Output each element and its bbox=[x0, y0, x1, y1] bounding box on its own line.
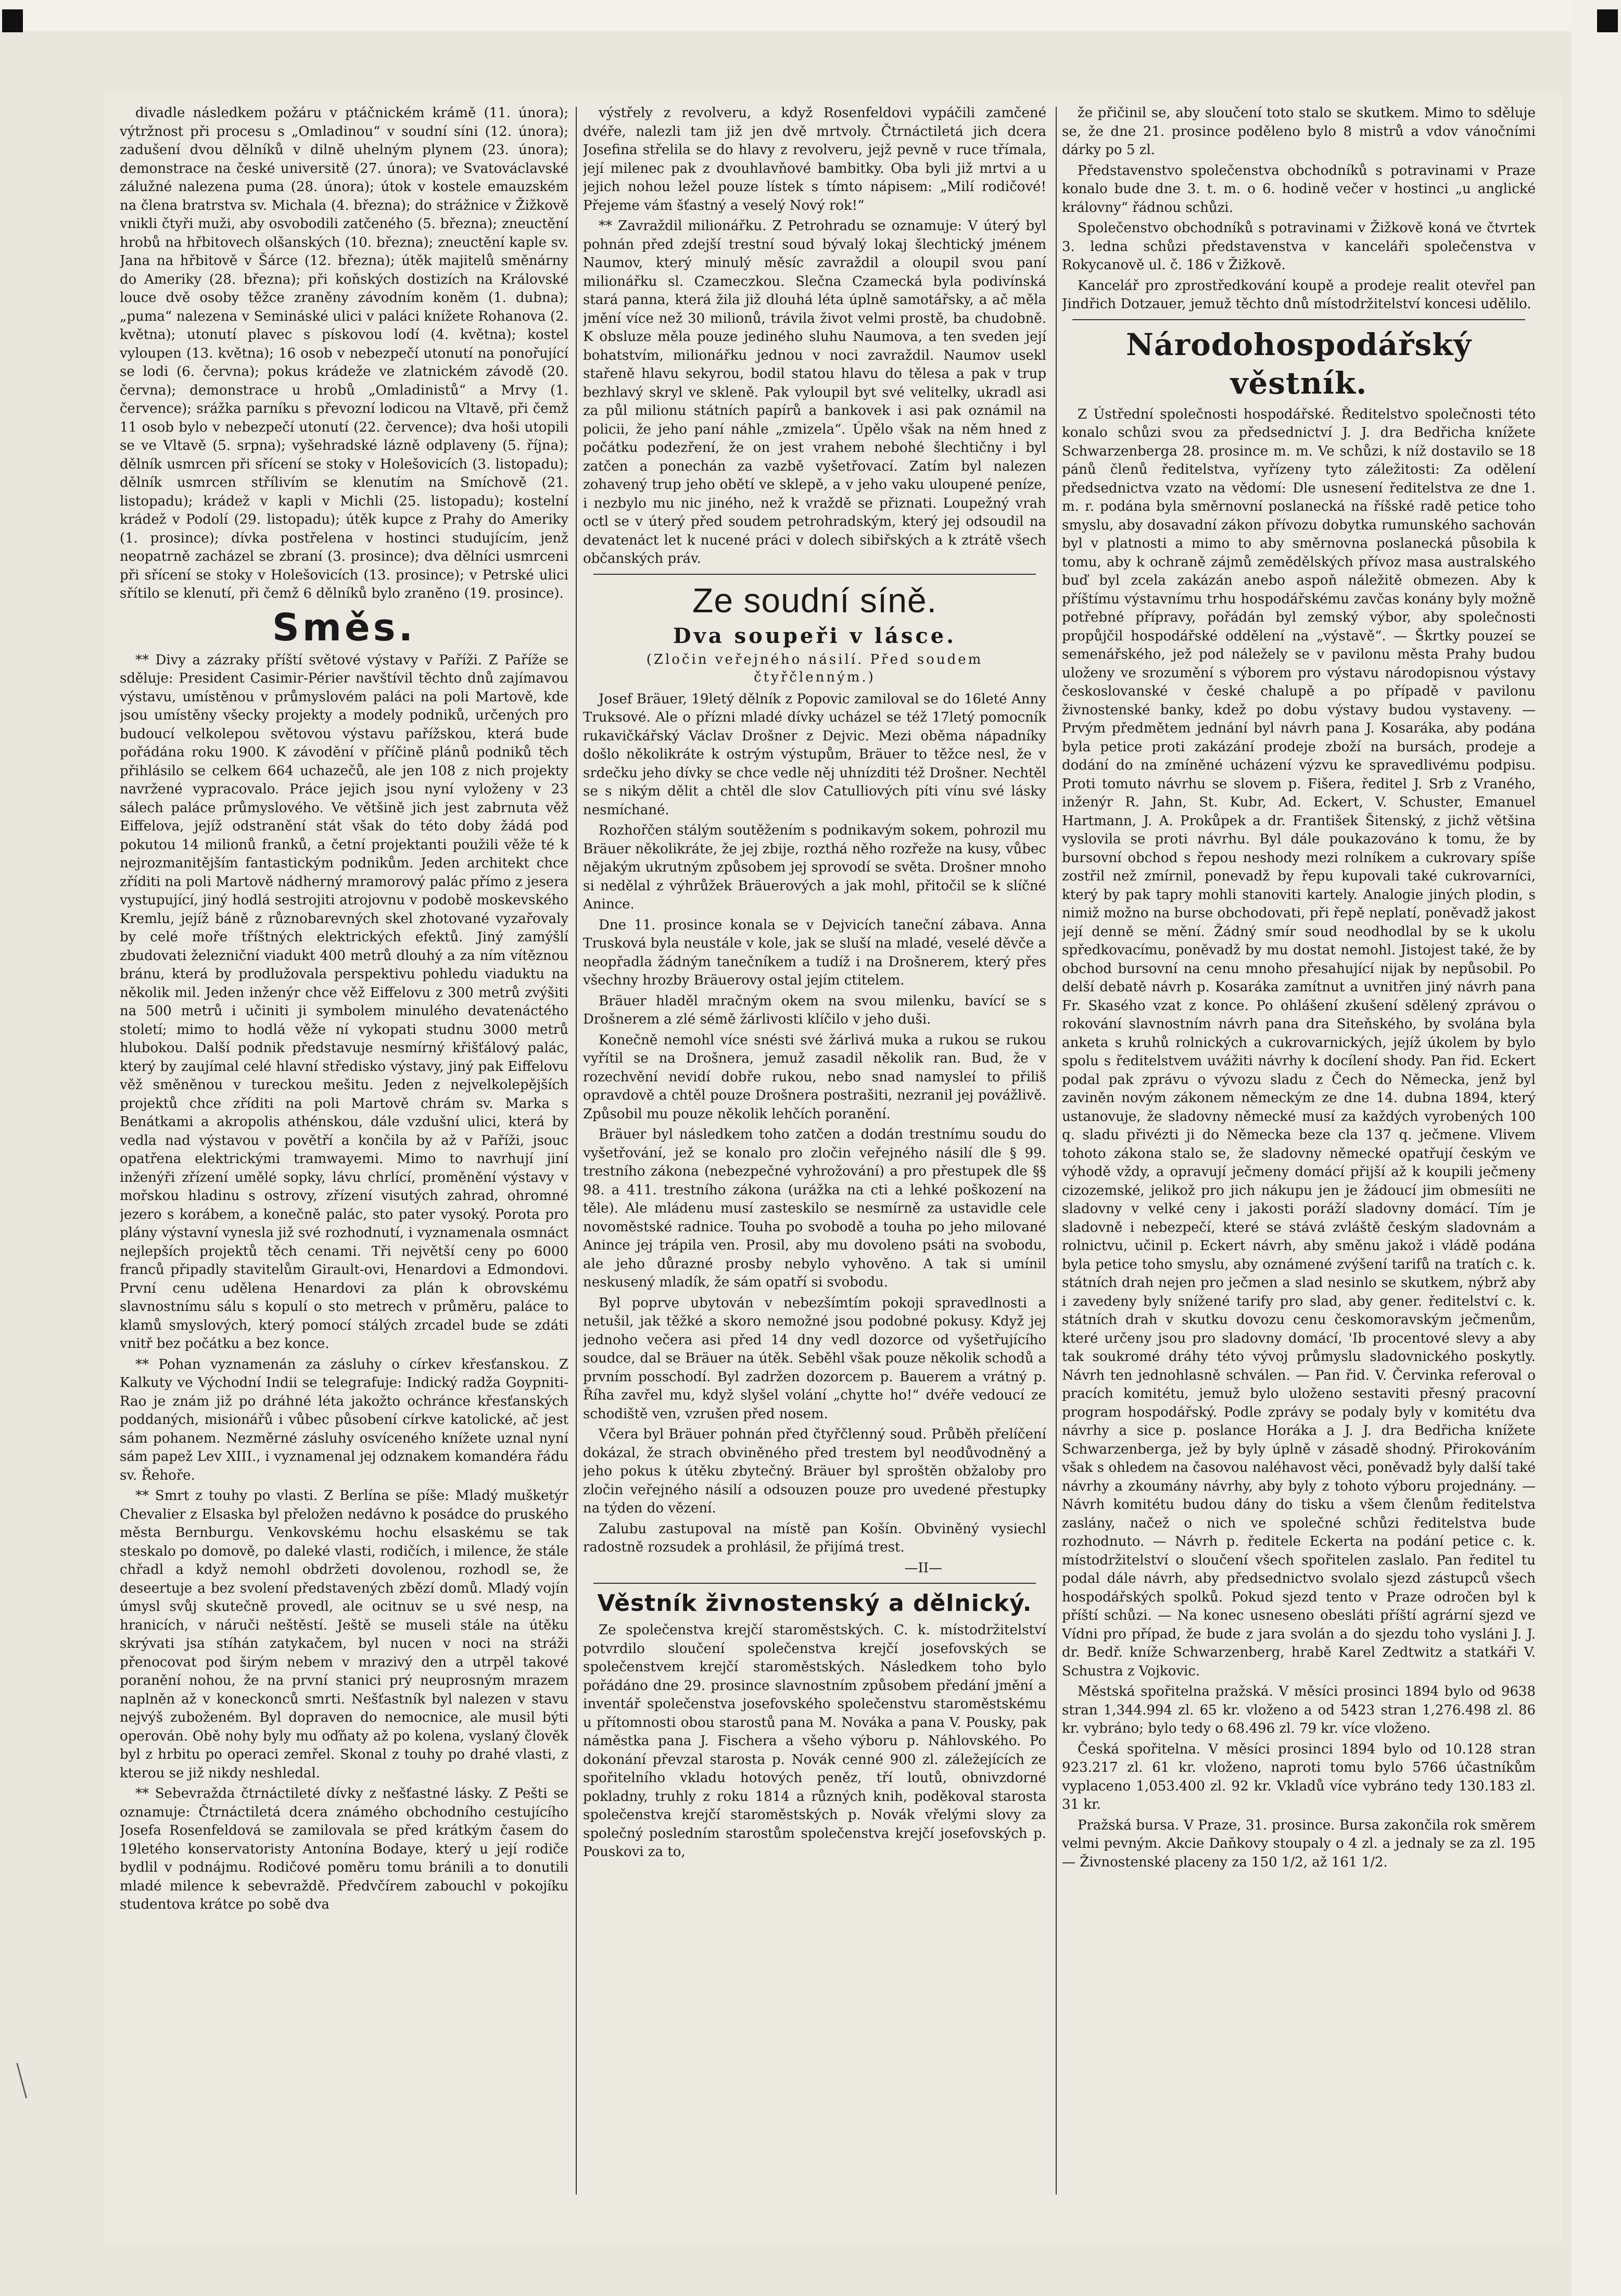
economy-paragraph: Česká spořitelna. V měsíci prosinci 1894 bylo od 10.128 stran 923.217 zl. 61 kr. vloženo, naproti tomu bylo 5766 účastníkům vyplaceno 1,053.400 zl. 92 kr. Vkladů více vybráno tedy 130.183 zl. 31 kr. bbox=[1062, 1741, 1536, 1812]
column-rule-1 bbox=[576, 107, 577, 2194]
section-title-trade: Věstník živnostenský a dělnický. bbox=[597, 1590, 1032, 1617]
trade-paragraph: Kancelář pro zprostředkování koupě a prodeje realit otevřel pan Jindřich Dotzauer, jemuž těchto dnů místodržitelství koncesi udělilo. bbox=[1062, 277, 1536, 312]
section-title-smes: Směs. bbox=[272, 605, 416, 649]
court-paragraph: Rozhořčen stálým soutěžením s podnikavým sokem, pohrozil mu Bräuer několikráte, že jej zbije, rozthá něho rozřeže na kusy, vůbec nějakým ukrutným způsobem jej sprovodí se světa. Drošner mnoho si nedělal z výhrůžek Bräuerových a jak mohl, přitočil se k slíčné Anince. bbox=[583, 823, 1046, 912]
section-title-economy: Národohospodářský věstník. bbox=[1125, 326, 1472, 401]
court-paragraph: Včera byl Bräuer pohnán před čtyřčlenný soud. Průběh přelíčení dokázal, že strach obviněného před trestem byl neodůvodněný a jeho pokus k útěku zbytečný. Bräuer byl sproštěn obžaloby pro zločin veřejného násilí a odsouzen pouze pro uvedené přestupky na týden do vězení. bbox=[583, 1427, 1046, 1516]
divider bbox=[1072, 319, 1525, 320]
court-paragraph: Dne 11. prosince konala se v Dejvicích taneční zábava. Anna Trusková byla neustále v kole, jak se sluší na mladé, veselé děvče a neopřadla žádným tanečníkem a tudíž i na Drošnerem, který přes všechny hrozby Bräuerovy ostal jejím ctitelem. bbox=[583, 917, 1046, 988]
court-paragraph: Zalubu zastupoval na místě pan Košín. Obviněný vysiechl radostně rozsudek a prohlásil, že přijímá trest. bbox=[583, 1521, 1046, 1555]
court-paragraph: Byl poprve ubytován v nebezšímtím pokoji spravedlnosti a netušil, jak těžké a skoro nemožné jsou podobné pokusy. Když jej jednoho večera asi před 14 dny vedl dozorce od vyšetřujícího soudce, dal se Bräuer na útěk. Seběhl však pouze několik schodů a prvním posschodí. Byl zadržen dozorcem p. Bauerem a vrátný p. Říha zavřel mu, když slyšel volání „chytte ho!“ dvéře vedoucí ze schodiště ven, vzrušen před nosem. bbox=[583, 1295, 1046, 1422]
court-article-title: Dva soupeři v lásce. bbox=[673, 623, 957, 648]
economy-paragraph: Pražská bursa. V Praze, 31. prosince. Bursa zakončila rok směrem velmi pevným. Akcie Daňkovy stoupaly o 4 zl. a jednaly se za zl. 195 — Živnostenské placeny za 150 1/2, až 161 1/2. bbox=[1062, 1817, 1536, 1870]
column-rule-2 bbox=[1056, 107, 1057, 2194]
article-pagan-honored: ** Pohan vyznamenán za zásluhy o církev křesťanskou. Z Kalkuty ve Východní Indii se telegrafuje: Indický radža Goypniti-Rao je znám již po dráhné léta jakožto ochránce křesťanských poddaných, misionářů i vůbec působení církve katolické, ač jest sám pohanem. Nezměrné zásluhy osvíceného knížete uznal nyní sám papež Lev XIII., i vyznamenal jej odznakem komandéra řádu sv. Řehoře. bbox=[120, 1356, 568, 1483]
divider bbox=[593, 574, 1036, 575]
article-homesick-death: ** Smrt z touhy po vlasti. Z Berlína se píše: Mladý mušketýr Chevalier z Elsaska byl přeložen nedávno k posádce do pruského města Bernburgu. Venkovskému hochu elsaskému se tak steskalo po domově, po daleké vlasti, rodičích, i milence, že stále chřadl a když nemohl obdržeti dovolenou, rozhodl se, že deseertuje a bez svolení představených zbězí domů. Mladý vojín úmysl svůj skutečně provedl, ale ocitnuv se u své nesp, na hranicích, v náruči neštěstí. Ještě se museli stále na útěku skrývati jsa stíhán zatykačem, byl nucen v noci na stráži přenocovat pod širým nebem v mrazivý den a utrpěl takové poranění nohou, že na první stanici prý neuprosným mrazem naplněn až v koneckonců smrti. Nešťastník byl nalezen v stavu nejvýš zuboženém. Byl dopraven do nemocnice, ale musil býti operován. Obě nohy byly mu oďňaty až po kolena, vyslaný člověk byl z hrbitu po operaci zemřel. Skonal z touhy po drahé vlasti, z kterou se již nikdy neshledal. bbox=[120, 1488, 568, 1781]
article-continued: výstřely z revolveru, a když Rosenfeldovi vypáčili zamčené dvéře, nalezli tam již jen dvě mrtvoly. Čtrnáctiletá jich dcera Josefina střelila se do hlavy z revolveru, jejž pevně v ruce třímala, její milenec pak z dvouhlavňové bambitky. Oba byli již mrtvi a u jejich nohou ležel pouze lístek s tímto nápisem: „Milí rodičové! Přejeme vám šťastný a veselý Nový rok!“ bbox=[583, 105, 1046, 213]
court-paragraph: Konečně nemohl více snésti své žárlivá muka a rukou se rukou vyřítil se na Drošnera, jemuž zasadil několik ran. Bud, že v rozechvění nevidí dobře rukou, nebo snad namysleí to přiliš opravdově a chtěl pouze Drošnera postrašiti, nezranil jej povážlivě. Způsobil mu pouze několik lehčích poranění. bbox=[583, 1032, 1046, 1122]
trade-paragraph: že přičinil se, aby sloučení toto stalo se skutkem. Mimo to sděluje se, že dne 21. prosince poděleno bylo 8 mistrů a vdov vánočními dárky po 5 zl. bbox=[1062, 105, 1536, 158]
court-article-note: (Zločin veřejného násilí. Před soudem čtyřčlenným.) bbox=[646, 651, 983, 685]
page-right-margin bbox=[1572, 0, 1621, 2296]
chronicle-paragraph: divadle následkem požáru v ptáčnickém krámě (11. února); výtržnost při procesu s „Omladinou“ v soudní síni (12. února); zadušení dvou dělníků v dilně uhelným plynem (23. února); demonstrace na české universitě (27. února); ve Svatováclavské zálužné nalezena puma (28. února); útok v kostele emauzském na člena bratrstva sv. Michala (4. března); do strážnice v Žižkově vnikli čtyři muži, aby osvobodili zatčeného (5. března); zneuctění hrobů na hřbitovech olšanských (10. března); zneuctění kaple sv. Jana na hřbitově v Šárce (12. března); útěk majitelů směnárny do Ameriky (28. března); při koňských dostizích na Královské louce dvě osoby těžce zraněny závodním koněm (1. dubna); „puma“ nalezena v Semináské ulici v paláci knížete Rohanova (2. května); utonutí plavec s pískovou lodí (4. května); kostel vyloupen (13. května); 16 osob v nebezpečí utonutí na ponořující se lodi (6. června); pokus krádeže ve zlatnickém závodě (20. června); demonstrace u hrobů „Omladinistů“ a Mrvy (1. července); srážka parníku s převozní lodicou na Vltavě, při čemž 11 osob bylo v nebezpečí utonutí (22. července); dva hoši utopili se ve Vltavě (5. srpna); vyšehradské lázně odplaveny (5. října); dělník usmrcen při sřícení se stoky v Holešovicích (3. listopadu); dělník usmrcen střílivím se klenutím na Smíchově (21. listopadu); krádež v kapli v Michli (25. listopadu); kostelní krádež v Podolí (29. listopadu); útěk kupce z Prahy do Ameriky (1. prosince); dívka postřelena v hostinci studujícím, jenž neopatrně zacházel se zbraní (3. prosince); dva dělníci usmrceni při sřícení se stoky v Holešovicích (13. prosince); v Petrské ulici sřítilo se klenutí, při čemž 6 dělníků bylo zraněno (19. prosince). bbox=[120, 105, 568, 601]
column-3 bbox=[1062, 104, 1536, 2197]
column-2 bbox=[583, 104, 1046, 2197]
page-top-margin bbox=[0, 0, 1621, 31]
court-signature: —II— bbox=[904, 1560, 942, 1576]
trade-paragraph: Představenstvo společenstva obchodníků s potravinami v Praze konalo bude dne 3. t. m. o 6. hodině večer v hostinci „u anglické královny“ řádnou schůzi. bbox=[1062, 162, 1536, 216]
article-suicide-love: ** Sebevražda čtrnáctileté dívky z nešťastné lásky. Z Pešti se oznamuje: Čtrnáctiletá dcera známého obchodního cestujícího Josefa Rosenfeldová se zamilovala se před krátkým časem do 19letého konservatoristy Antonína Bodaye, který u její rodiče bydlil v podnájmu. Rodičové poměru tomu bránili a to donutili mladé milence k sebevraždě. Předvčírem zabouchl v pokojíku studentova krátce po sobě dva bbox=[120, 1786, 568, 1912]
court-paragraph: Bräuer byl následkem toho zatčen a dodán trestnímu soudu do vyšetřování, jež se konalo pro zločin veřejného násilí dle § 99. trestního zákona (nebezpečné vyhrožování) a pro přestupek dle §§ 98. a 411. trestního zákona (urážka na cti a lehké poškození na těle). Ale mládenu musí zasteskilo se nesmírně za ustavidle cele novoměstské radnice. Touha po svobodě a touha po jeho milované Anince jej trápila ven. Prosil, aby mu dovoleno psáti na svobodu, ale jeho důrazné prosby nebylo vyhověno. A tak si umínil neskusený mladík, že sám opatří si svobodu. bbox=[583, 1127, 1046, 1290]
section-title-court: Ze soudní síně. bbox=[692, 581, 937, 620]
corner-registration-mark-right bbox=[1597, 9, 1618, 32]
economy-paragraph: Z Ústřední společnosti hospodářské. Ředitelstvo společnosti této konalo schůzi svou za předsednictví J. J. dra Bedřicha knížete Schwarzenberga 28. prosince m. m. Ve schůzi, k níž dostavilo se 18 pánů členů ředitelstva, vyřízeny tyto záležitosti: Za odělení předsednictva vzato na vědomí: Dle usnesení ředitelstva ze dne 1. m. r. podána byla směrnovní poslanecká na říšské radě petice toho smyslu, aby dosavadní zákon přívozu dobytka rumunského sachován byl v platnosti a mimo to aby směrnovna poslanecká působila k tomu, aby k ochraně zájmů zemědělských přívoz masa australského buď byl zcela zakázán anebo aspoň náležitě obmezen. Aby k příštímu výstavnímu trhu hospodářskému zavčas konány byly možně potřebné přípravy, pořádán byl zemský výbor, aby společnosti propůjčil hospodářské oddělení na „výstavě“. — Škrtky pouzeí se semenářského, jež pod náležely se v pavilonu města Prahy budou uloženy ve srozumění s výborem pro výstavu národopisnou výstavy českoslovanské v české chalupě a po případě v pavilonu živnostenské banky, kdež po dobu výstavy budou vystaveny. — Prvým předmětem jednání byl návrh pana J. Kosaráka, aby podána byla petice proti zakázání prodeje zboží na bursách, prodeje a dodání do na zmíněné ucházení výzvu ke spravedlivému podpisu. Proti tomuto návrhu se slovem p. Fišera, ředitel J. Srb z Vraného, inženýr R. Jahn, St. Kubr, Ad. Eckert, V. Schuster, Emanuel Hartmann, J. A. Prokůpek a dr. František Šitenský, z jichž většina vyslovila se proti návrhu. Byl dále poukazováno k tomu, že by bursovní obchod s řepou neshody mezi rolníkem a cukrovary spíše zostřil než zmírnil, ponevadž by řepu kupovali také cukrovarníci, který by pak tapry mohli stanoviti kartely. Analogie jiných plodin, s nimiž možno na burse obchodovati, při řepě neplatí, poněvadž jakost její denně se mění. Žádný smír soud neodhodlal by se k ukolu spředkovacímu, poněvadž by mu dostat nemohl. Jistojest také, že by obchod bursovní na cenu mnoho přesahující nijak by nepůsobil. Po delší debatě návrh p. Kosaráka zamítnut a uvnitřen jiný návrh pana Fr. Skasého vzat z konce. Po ohlášení zkušení sdělený zprávou o rokování slavnostním návrh pana dra Siteňského, by svolána byla anketa s kruhů rolnických a cukrovarnických, jejíž úkolem by bylo spolu s ředitelstvem uvážiti návrhy k docílení shody. Pan řid. Eckert podal pak zprávu o vývozu sladu z Čech do Německa, jenž byl zaviněn novým zákonem německým ze dne 14. dubna 1894, který ustanovuje, že sladovny německé musí za každých vyrobených 100 q. sladu přivézti ji do Německa beze cla 137 q. ječmene. Vlivem tohoto zákona stalo se, že sladovny německé opatřují českým ve výhodě vždy, a opravují ječmeny domácí přijší až k koupili ječmeny cizozemské, jelikož pro jich nákupu jen je žádoucí jim obmesíiti ne sladovny v velké ceny i jakosti poráží sladovny domácí. Tím je sladovně i nebezpečí, které se stává zvláště českým sladovnám a rolnictvu, učinil p. Eckert návrh, aby směnu jakož i vládě podána byla petice toho smyslu, aby oznámené zvýšení tarifů na tratích c. k. státních drah nejen pro ječmen a slad nesinlo se skutkem, nýbrž aby i zavedeny byly snížené tarify pro slad, aby gener. ředitelství c. k. státních drah v skutku dovozu cenu českomoravským ječmenům, které určeny jsou pro sladovny domácí, 'Ib procentové slevy a aby tak soukromé dráhy této vývoj průmyslu sladovnického poskytly. Návrh ten jednohlasně schválen. — Pan řid. V. Červinka referoval o pracích komitétu, jemuž bylo uloženo sestaviti přesný pracovní program hospodářský. Podle zprávy se podaly byly v komitétu dva návrhy a sice p. poslance Horáka a J. J. dra Bedřicha knížete Schwarzenberga, jež by byly úplně v zásadě shodný. Přirokováním však s ohledem na časovou naléhavost věci, poněvadž byly další také návrhy a zkoumány návrhy, aby byly z tohoto výboru projednány. — Návrh komitétu budou dány do tisku a všem členům ředitelstva zaslány, načež o nich ve společné schůzi ředitelstva bude rozhodnuto. — Návrh p. ředitele Eckerta na podání petice c. k. místodržitelství o sloučení všech spořitelen zaslalo. Pan ředitel tu podal dále návrh, aby předsednictvo svolalo sjezd zástupců všech hospodářských spolků. Pokud sjezd tento v Praze odročen byl k příští schůzi. — Na konec usneseno obesláti příští agrární sjezd ve Vídni pro případ, že bude z jara svolán a do sjezdu toho vysláni J. J. dr. Bedř. kníže Schwarzenberg, hrabě Karel Zedtwitz a statkáři V. Schustra z Vojkovic. bbox=[1062, 406, 1536, 1679]
article-paris-exhibition: ** Divy a zázraky příští světové výstavy v Paříži. Z Paříže se sděluje: President Casimir-Périer navštívil těchto dnů zajímavou výstavu, umístěnou v průmyslovém paláci na poli Martově, kde jsou umístěny všecky projekty a modely podniků, určených pro budoucí velkolepou světovou výstavu pařížskou, která bude pořádána roku 1900. K závodění v příčině plánů podniků těch přihlásilo se celkem 664 uchazečů, ale jen 108 z nich projekty navržené vypracovalo. Práce jejich jsou nyní vyloženy v 23 sálech paláce průmyslového. Ve většině jich jest zabrnuta věž Eiffelova, jejíž odstranění stát však do této doby žádá pod pokutou 14 milionů franků, a četní projektanti použili věže té k nejrozmanitějším fantastickým podnikům. Jeden architekt chce zříditi na poli Martově nádherný mramorový palác přímo z jesera vystupující, jiný hodlá sestrojiti atrojovnu v podobě moskevského Kremlu, jejíž báně z různobarevných skel zhotované vyzařovaly by celé moře tříštných elektrických efektů. Jiný zamýšlí zbudovati železniční viadukt 400 metrů dlouhý a za ním vítěznou bránu, která by prodlužovala perspektivu pohledu viaduktu na několik mil. Jeden inženýr chce věž Eiffelovu z 300 metrů zvýšiti na 500 metrů i učiniti ji symbolem minulého devatenáctého století; mimo to hodlá věže ní vykopati studnu 3000 metrů hlubokou. Další podnik představuje nesmírný křišťálový palác, který by zaujímal celé hlavní středisko výstavy, jiný pak Eiffelovu věž směněnou v tureckou mešitu. Jeden z nejvelkolepějších projektů chce zříditi na poli Martově chrám sv. Marka s Benátkami a akropolis athénskou, dále vzdušní ulici, která by vedla nad výstavou v povětří a končila by až v Paříži, jsouc opatřena elektrickými tramwayemi. Mimo to navrhují jiní inženýři zřízení umělé sopky, lávu chrlící, proměnění výstavy v mořskou hladinu s ostrovy, zřízení visutých zahrad, ohromné jezero s korábem, a konečně palác, sto pater vysoký. Porota pro plány výstavní vynesla již své rozhodnutí, i vyznamenala osmnáct nejlepších projektů těch cenami. Tři největší ceny po 6000 franců připadly stavitelům Girault-ovi, Henardovi a Edmondovi. První cenu udělena Henardovi za plán k obrovskému slavnostnímu sálu s kopulí o sto metrech v průměru, paláce to klamů smyslových, který pomocí stálých zrcadel bude se zdáti vnitř bez počátku a bez konce. bbox=[120, 652, 568, 1352]
article-murder-millionaire: ** Zavraždil milionářku. Z Petrohradu se oznamuje: V úterý byl pohnán před zdejší trestní soud bývalý lokaj šlechtický jménem Naumov, který minulý měsíc zavraždil a oloupil svou paní milionářku sl. Czameczkou. Slečna Czamecká byla podivínská stará panna, která žila již dlouhá léta úplně samotářsky, a ač měla jmění více než 30 milionů, trávila život velmi prostě, ba chudobně. K obsluze měla pouze jediného sluhu Naumova, a ten sveden její bohatstvím, milionářku jednou v noci zavraždil. Naumov usekl stařeně hlavu sekyrou, bodil statou hlavu do tělesa a pak v trup bezhlavý skryl ve skleně. Pak vyloupil byt své velitelky, ukradl asi za půl milionu státních papírů a bankovek i asi pak oznámil na policii, že jeho paní náhle „zmizela“. Úpělo však na něm hned z počátku podezření, že on jest vrahem nebohé šlechtičny i byl zatčen a ponechán za vazbě vyšetřovací. Zatím byl nalezen zohavený trup jeho obětí ve sklepě, a v jeho vaku uloupené peníze, i nezbylo mu nic jiného, než k vraždě se přiznati. Loupežný vrah octl se v úterý před soudem petrohradským, který jej odsoudil na devatenáct let k nucené práci v dolech sibiřských a k ztrátě všech občanských práv. bbox=[583, 218, 1046, 566]
trade-paragraph: Společenstvo obchodníků s potravinami v Žižkově koná ve čtvrtek 3. ledna schůzi představenstva v kanceláři společenstva v Rokycanově ul. č. 186 v Žižkově. bbox=[1062, 220, 1536, 273]
column-1 bbox=[120, 104, 568, 2197]
pencil-mark bbox=[16, 2062, 32, 2099]
divider bbox=[593, 1583, 1036, 1584]
corner-registration-mark-left bbox=[2, 9, 23, 32]
trade-paragraph: Ze společenstva krejčí staroměstských. C. k. místodržitelství potvrdilo sloučení společenstva krejčí josefovských se společenstvem krejčí staroměstských. Následkem toho bylo pořádáno dne 29. prosince slavnostním způsobem předání jmění a inventář společenstva josefovského společenstvu staroměstskému u přítomnosti obou starostů pana M. Nováka a pana V. Pousky, pak náměstka pana J. Fischera a všeho výboru p. Náhlovského. Po dokonání převzal starosta p. Novák cenné 900 zl. záležejících ze spořitelního vkladu hotových peněz, tří loutů, obnivzdorné pokladny, truhly z roku 1814 a různých knih, poděkoval starosta společenstva krejčí staroměstských p. Novák vřelými slovy za společný posledním starostům společenstva krejčí josefovských p. Pouskovi za to, bbox=[583, 1622, 1046, 1860]
court-paragraph: Josef Bräuer, 19letý dělník z Popovic zamiloval se do 16leté Anny Truksové. Ale o přízni mladé dívky ucházel se též 17letý pomocník rukavičkářský Václav Drošner z Dejvic. Mezi oběma nápadníky došlo několikráte k ostrým výstupům, Bräuer to těžce nesl, že v srdečku jeho dívky se chce vedle něj uhnízditi též Drošner. Nechtěl se s nikým dělit a chtěl dle slov Catulliových píti vínu své lásky nesmíchané. bbox=[583, 691, 1046, 818]
court-paragraph: Bräuer hladěl mračným okem na svou milenku, bavící se s Drošnerem a zlé sémě žárlivosti klíčilo v jeho duši. bbox=[583, 993, 1046, 1027]
economy-paragraph: Městská spořitelna pražská. V měsíci prosinci 1894 bylo od 9638 stran 1,344.994 zl. 65 kr. vloženo a od 5423 stran 1,276.498 zl. 86 kr. vybráno; bylo tedy o 68.496 zl. 79 kr. více vloženo. bbox=[1062, 1684, 1536, 1736]
